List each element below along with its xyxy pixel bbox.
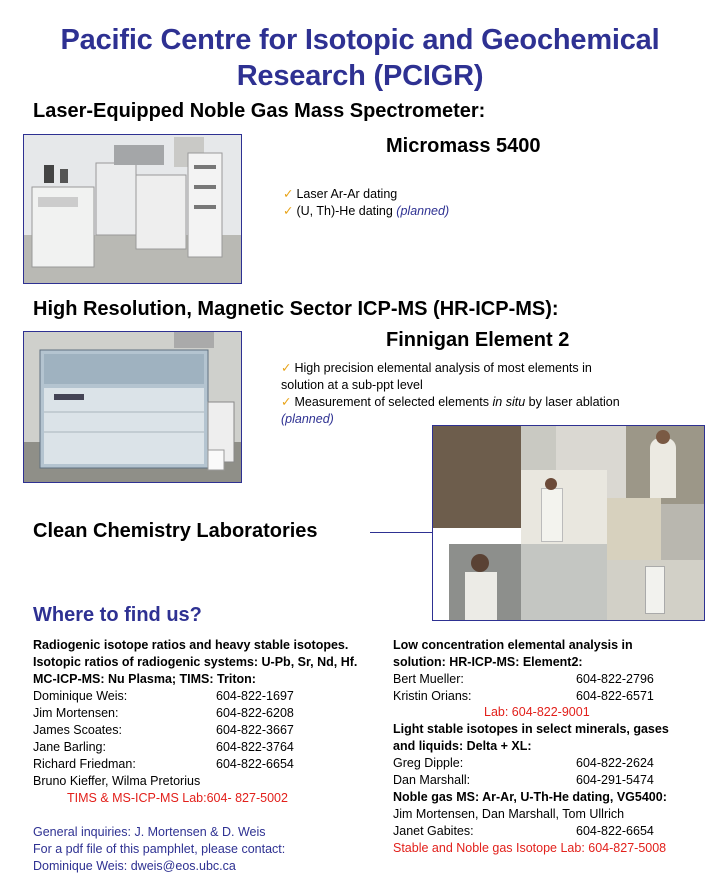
lab-photo-sink [521,544,607,620]
title-line-1: Pacific Centre for Isotopic and Geochemical [60,24,660,56]
bullet-in-situ-note: (planned) [281,412,334,426]
contact-row: James Scoates: 604-822-3667 [33,723,294,737]
contact-row: Kristin Orians: 604-822-6571 [393,689,654,703]
contact-row: Richard Friedman: 604-822-6654 [33,757,294,771]
section2-bullets [281,360,671,428]
clean-lab-collage [432,425,705,621]
contact-row: Jim Mortensen: 604-822-6208 [33,706,294,720]
contact-row: Janet Gabites: 604-822-6654 [393,824,654,838]
section1-bullets [283,186,449,220]
right-block3-desc: Noble gas MS: Ar-Ar, U-Th-He dating, VG5400: [393,790,667,804]
contact-row: Dan Marshall: 604-291-5474 [393,773,654,787]
left-extra-names: Bruno Kieffer, Wilma Pretorius [33,774,201,788]
left-desc-1: Radiogenic isotope ratios and heavy stable isotopes. [33,638,349,652]
left-desc-3: MC-ICP-MS: Nu Plasma; TIMS: Triton: [33,672,256,686]
mass-spectrometer-photo [23,134,242,284]
bullet-laser-ar-ar: ✓ Laser Ar-Ar dating [283,187,398,201]
contact-row: Bert Mueller: 604-822-2796 [393,672,654,686]
contact-email[interactable]: Dominique Weis: dweis@eos.ubc.ca [33,859,236,873]
bullet-u-th-he: ✓ (U, Th)-He dating (planned) [283,204,450,218]
page-title [0,22,720,94]
lab-photo-scientist-hood [626,426,704,504]
lab-photo-fume-hood [607,560,704,620]
right-block3-names: Jim Mortensen, Dan Marshall, Tom Ullrich [393,807,625,821]
left-desc-2: Isotopic ratios of radiogenic systems: U-Pb, Sr, Nd, Hf. [33,655,358,669]
contact-row: Jane Barling: 604-822-3764 [33,740,294,754]
where-heading: Where to find us? [33,604,202,626]
left-contacts-column [33,637,393,875]
section2-instrument: Finnigan Element 2 [386,329,570,351]
connector-line [370,532,432,533]
section1-instrument: Micromass 5400 [386,135,541,157]
right-block1-desc-2: solution: HR-ICP-MS: Element2: [393,655,583,669]
pdf-request: For a pdf file of this pamphlet, please contact: [33,842,286,856]
lab-photo-phone [449,544,521,620]
right-block1-desc-1: Low concentration elemental analysis in [393,638,633,652]
lab-photo-bottles [607,498,661,560]
lab-photo-bench [661,504,704,560]
checkmark-icon: ✓ [283,204,294,218]
lab-photo-corridor [521,426,556,470]
icp-ms-lab-phone: Lab: 604-822-9001 [484,705,590,719]
bullet-high-precision: ✓ High precision elemental analysis of most elements in [281,361,592,375]
contact-row: Dominique Weis: 604-822-1697 [33,689,294,703]
section2-heading: High Resolution, Magnetic Sector ICP-MS (HR-ICP-MS): [33,298,559,320]
tims-lab-phone: TIMS & MS-ICP-MS Lab:604- 827-5002 [67,791,288,805]
section3-heading: Clean Chemistry Laboratories [33,520,318,542]
right-contacts-column [393,637,693,857]
section1-heading: Laser-Equipped Noble Gas Mass Spectrometer: [33,100,486,122]
contact-row: Greg Dipple: 604-822-2624 [393,756,654,770]
noble-gas-lab-phone: Stable and Noble gas Isotope Lab: 604-827-5008 [393,841,667,855]
checkmark-icon: ✓ [283,187,294,201]
checkmark-icon: ✓ [281,395,292,409]
checkmark-icon: ✓ [281,361,292,375]
bullet-high-precision-cont: solution at a sub-ppt level [281,378,423,392]
bullet-in-situ: ✓ Measurement of selected elements in situ by laser ablation [281,395,620,409]
general-inquiries: General inquiries: J. Mortensen & D. Weis [33,825,266,839]
title-line-2: Research (PCIGR) [236,60,484,92]
icp-ms-photo [23,331,242,483]
lab-photo-shoes [433,426,521,528]
right-block2-desc-2: and liquids: Delta + XL: [393,739,532,753]
lab-photo-worker [521,470,607,544]
right-block2-desc-1: Light stable isotopes in select minerals, gases [393,722,669,736]
